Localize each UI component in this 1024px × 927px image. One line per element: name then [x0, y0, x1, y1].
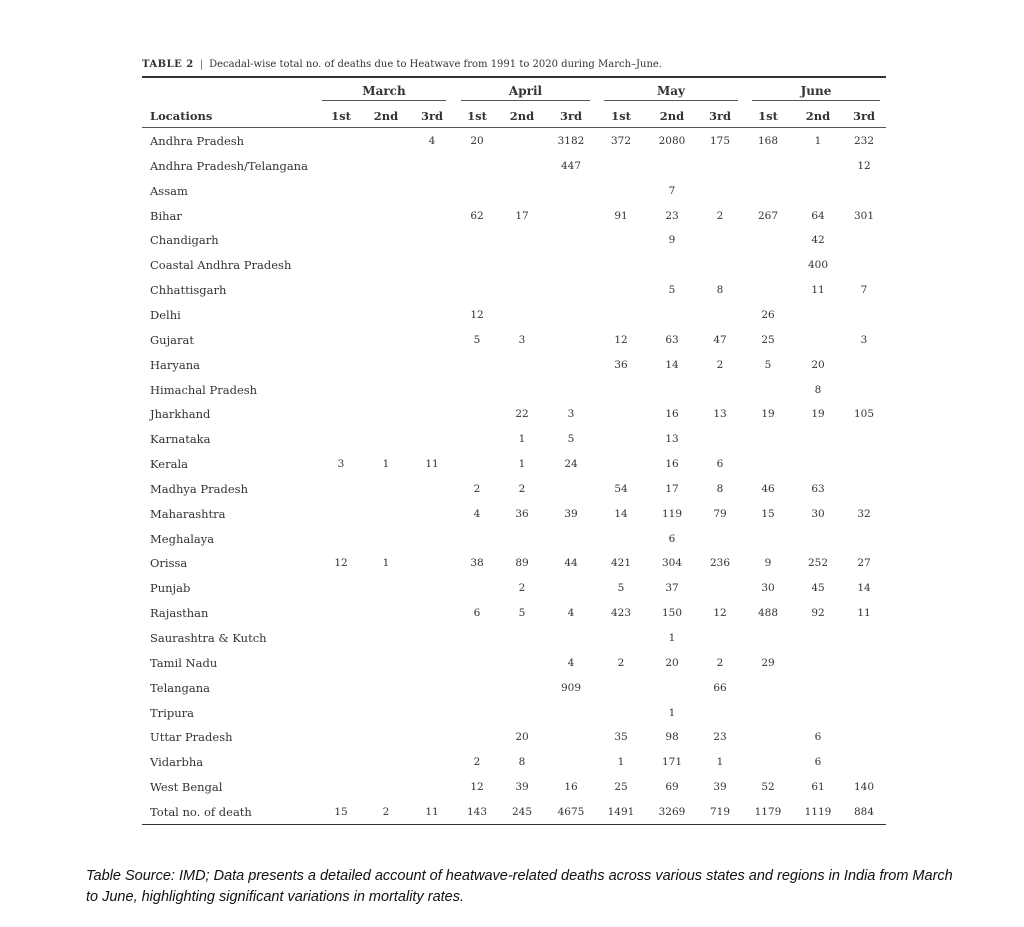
value-cell: 5 [518, 607, 526, 620]
value-cell: 91 [614, 209, 628, 222]
table-row [0, 556, 1024, 574]
value-cell: 66 [713, 681, 727, 694]
value-cell: 423 [610, 607, 632, 620]
value-cell: 143 [466, 805, 488, 818]
month-header-row [0, 84, 1024, 100]
table-row [0, 134, 1024, 152]
value-cell: 8 [518, 756, 526, 769]
period-header-row [0, 109, 1024, 125]
value-cell: 13 [713, 408, 727, 421]
location-cell: Gujarat [150, 332, 194, 347]
value-cell: 79 [713, 507, 727, 520]
table-row [0, 631, 1024, 649]
value-cell: 52 [761, 781, 775, 794]
value-cell: 62 [470, 209, 484, 222]
value-cell: 252 [807, 557, 829, 570]
value-cell: 372 [610, 135, 632, 147]
table-row [0, 407, 1024, 425]
value-cell: 15 [761, 507, 775, 520]
period-header: 3rd [708, 109, 732, 123]
table-row [0, 258, 1024, 276]
location-cell: Maharashtra [150, 506, 226, 521]
value-cell: 12 [334, 557, 348, 570]
value-cell: 4 [567, 607, 575, 620]
value-cell: 23 [665, 209, 679, 222]
value-cell: 1 [382, 557, 390, 570]
table-caption [142, 59, 882, 70]
location-cell: Chhattisgarh [150, 283, 227, 298]
value-cell: 13 [665, 433, 679, 446]
value-cell: 11 [857, 607, 871, 620]
location-cell: Orissa [150, 556, 188, 571]
table-row [0, 432, 1024, 450]
value-cell: 5 [473, 333, 481, 346]
value-cell: 20 [665, 656, 679, 669]
value-cell: 236 [709, 557, 731, 570]
value-cell: 25 [614, 781, 628, 794]
value-cell: 5 [764, 358, 772, 371]
table-row [0, 358, 1024, 376]
value-cell: 884 [853, 805, 875, 818]
value-cell: 14 [857, 582, 871, 595]
value-cell: 24 [564, 458, 578, 471]
value-cell: 38 [470, 557, 484, 570]
location-cell: Assam [150, 183, 188, 198]
value-cell: 2 [617, 656, 625, 669]
value-cell: 3 [337, 458, 345, 471]
value-cell: 15 [334, 805, 348, 818]
value-cell: 5 [567, 433, 575, 446]
value-cell: 20 [515, 731, 529, 744]
value-cell: 39 [515, 781, 529, 794]
value-cell: 2 [518, 582, 526, 595]
value-cell: 1 [716, 756, 724, 769]
value-cell: 44 [564, 557, 578, 570]
value-cell: 421 [610, 557, 632, 570]
value-cell: 2 [716, 358, 724, 371]
value-cell: 4 [567, 656, 575, 669]
value-cell: 45 [811, 582, 825, 595]
value-cell: 7 [860, 284, 868, 297]
value-cell: 61 [811, 781, 825, 794]
month-header-march: March [322, 84, 446, 101]
value-cell: 1119 [804, 805, 832, 818]
value-cell: 4 [428, 135, 436, 147]
location-cell: Total no. of death [150, 804, 252, 819]
location-cell: Karnataka [150, 432, 211, 447]
value-cell: 2 [382, 805, 390, 818]
value-cell: 9 [764, 557, 772, 570]
value-cell: 36 [614, 358, 628, 371]
location-cell: Chandigarh [150, 233, 219, 248]
value-cell: 2 [716, 209, 724, 222]
value-cell: 63 [665, 333, 679, 346]
table-row [0, 656, 1024, 674]
location-cell: Uttar Pradesh [150, 730, 233, 745]
location-cell: Vidarbha [150, 755, 204, 770]
value-cell: 89 [515, 557, 529, 570]
caption-text: Decadal-wise total no. of deaths due to Heatwave from 1991 to 2020 during March–June. [209, 59, 663, 70]
value-cell: 8 [814, 383, 822, 396]
location-cell: Madhya Pradesh [150, 481, 248, 496]
value-cell: 171 [661, 756, 683, 769]
value-cell: 909 [560, 681, 582, 694]
value-cell: 23 [713, 731, 727, 744]
location-cell: Saurashtra & Kutch [150, 631, 267, 645]
value-cell: 140 [853, 781, 875, 794]
period-header: 2nd [373, 109, 399, 123]
value-cell: 168 [757, 135, 779, 147]
value-cell: 1179 [754, 805, 782, 818]
value-cell: 9 [668, 234, 676, 247]
value-cell: 29 [761, 656, 775, 669]
location-cell: Himachal Pradesh [150, 382, 258, 397]
value-cell: 1491 [607, 805, 635, 818]
value-cell: 5 [617, 582, 625, 595]
value-cell: 20 [470, 135, 484, 147]
value-cell: 39 [713, 781, 727, 794]
value-cell: 5 [668, 284, 676, 297]
location-cell: Telangana [150, 680, 211, 695]
value-cell: 2080 [658, 135, 686, 147]
value-cell: 4675 [557, 805, 585, 818]
period-header: 1st [611, 109, 631, 123]
value-cell: 3 [860, 333, 868, 346]
value-cell: 14 [665, 358, 679, 371]
value-cell: 12 [470, 781, 484, 794]
value-cell: 12 [713, 607, 727, 620]
value-cell: 4 [473, 507, 481, 520]
table-row [0, 606, 1024, 624]
value-cell: 26 [761, 308, 775, 321]
value-cell: 22 [515, 408, 529, 421]
value-cell: 64 [811, 209, 825, 222]
period-header: 2nd [659, 109, 685, 123]
table-row [0, 283, 1024, 301]
value-cell: 3 [567, 408, 575, 421]
location-cell: Tripura [150, 705, 194, 720]
location-cell: Kerala [150, 457, 188, 472]
table-row [0, 507, 1024, 525]
value-cell: 1 [668, 706, 676, 719]
value-cell: 16 [564, 781, 578, 794]
value-cell: 3182 [557, 135, 585, 147]
table-row [0, 581, 1024, 599]
value-cell: 11 [425, 458, 439, 471]
value-cell: 2 [473, 482, 481, 495]
value-cell: 46 [761, 482, 775, 495]
period-header: 3rd [852, 109, 876, 123]
table-row [0, 730, 1024, 748]
value-cell: 8 [716, 482, 724, 495]
value-cell: 488 [757, 607, 779, 620]
value-cell: 301 [853, 209, 875, 222]
value-cell: 36 [515, 507, 529, 520]
value-cell: 232 [853, 135, 875, 147]
value-cell: 30 [761, 582, 775, 595]
value-cell: 17 [665, 482, 679, 495]
period-header: 2nd [805, 109, 831, 123]
value-cell: 1 [814, 135, 822, 147]
value-cell: 37 [665, 582, 679, 595]
value-cell: 1 [518, 433, 526, 446]
period-header: 1st [467, 109, 487, 123]
value-cell: 400 [807, 259, 829, 272]
value-cell: 63 [811, 482, 825, 495]
value-cell: 6 [814, 731, 822, 744]
table-row [0, 159, 1024, 177]
location-cell: Jharkhand [150, 407, 211, 422]
value-cell: 12 [857, 159, 871, 172]
table-row [0, 755, 1024, 773]
value-cell: 32 [857, 507, 871, 520]
value-cell: 14 [614, 507, 628, 520]
value-cell: 6 [716, 458, 724, 471]
location-cell: Meghalaya [150, 531, 215, 546]
value-cell: 92 [811, 607, 825, 620]
header-rule [142, 127, 886, 128]
period-header: 1st [758, 109, 778, 123]
value-cell: 2 [473, 756, 481, 769]
period-header: 3rd [420, 109, 444, 123]
value-cell: 447 [560, 159, 582, 172]
period-header: 3rd [559, 109, 583, 123]
value-cell: 17 [515, 209, 529, 222]
period-header: 2nd [509, 109, 535, 123]
location-cell: Bihar [150, 208, 182, 223]
value-cell: 3269 [658, 805, 686, 818]
value-cell: 39 [564, 507, 578, 520]
value-cell: 2 [716, 656, 724, 669]
table-source-note: Table Source: IMD; Data presents a detailed account of heatwave-related deaths across various states and regions in India from March to June, highlighting significant variations in mortality rates. [86, 868, 953, 905]
table-top-rule [142, 76, 886, 78]
location-cell: Andhra Pradesh [150, 134, 245, 148]
table-row [0, 333, 1024, 351]
table-row [0, 681, 1024, 699]
value-cell: 6 [814, 756, 822, 769]
table-row [0, 184, 1024, 202]
month-header-may: May [604, 84, 738, 101]
value-cell: 3 [518, 333, 526, 346]
location-cell: West Bengal [150, 780, 223, 795]
table-row [0, 233, 1024, 251]
table-row [0, 706, 1024, 724]
value-cell: 19 [811, 408, 825, 421]
location-cell: Delhi [150, 307, 181, 322]
caption-separator: | [199, 59, 204, 70]
value-cell: 6 [668, 532, 676, 545]
value-cell: 98 [665, 731, 679, 744]
value-cell: 245 [511, 805, 533, 818]
value-cell: 1 [382, 458, 390, 471]
value-cell: 105 [853, 408, 875, 421]
table-label: TABLE 2 [142, 59, 194, 70]
value-cell: 7 [668, 184, 676, 197]
value-cell: 1 [617, 756, 625, 769]
value-cell: 20 [811, 358, 825, 371]
value-cell: 30 [811, 507, 825, 520]
value-cell: 19 [761, 408, 775, 421]
table-row [0, 780, 1024, 798]
value-cell: 42 [811, 234, 825, 247]
value-cell: 11 [425, 805, 439, 818]
value-cell: 150 [661, 607, 683, 620]
value-cell: 267 [757, 209, 779, 222]
location-cell: Andhra Pradesh/Telangana [150, 158, 308, 173]
table-bottom-rule [142, 824, 886, 825]
location-cell: Rajasthan [150, 606, 209, 621]
table-row [0, 457, 1024, 475]
value-cell: 2 [518, 482, 526, 495]
location-cell: Tamil Nadu [150, 655, 218, 670]
value-cell: 12 [470, 308, 484, 321]
table-row [0, 383, 1024, 401]
value-cell: 1 [668, 632, 676, 644]
value-cell: 1 [518, 458, 526, 471]
value-cell: 8 [716, 284, 724, 297]
value-cell: 35 [614, 731, 628, 744]
table-row [0, 308, 1024, 326]
value-cell: 16 [665, 408, 679, 421]
locations-header: Locations [150, 109, 213, 123]
location-cell: Coastal Andhra Pradesh [150, 258, 292, 273]
table-row [0, 805, 1024, 823]
table-row [0, 209, 1024, 227]
value-cell: 6 [473, 607, 481, 620]
value-cell: 16 [665, 458, 679, 471]
value-cell: 27 [857, 557, 871, 570]
month-header-april: April [461, 84, 590, 101]
location-cell: Punjab [150, 581, 191, 596]
location-cell: Haryana [150, 357, 200, 372]
value-cell: 25 [761, 333, 775, 346]
value-cell: 175 [709, 135, 731, 147]
table-row [0, 532, 1024, 550]
value-cell: 119 [661, 507, 683, 520]
value-cell: 69 [665, 781, 679, 794]
value-cell: 12 [614, 333, 628, 346]
value-cell: 304 [661, 557, 683, 570]
value-cell: 54 [614, 482, 628, 495]
value-cell: 11 [811, 284, 825, 297]
period-header: 1st [331, 109, 351, 123]
month-header-june: June [752, 84, 880, 101]
value-cell: 719 [709, 805, 731, 818]
value-cell: 47 [713, 333, 727, 346]
table-row [0, 482, 1024, 500]
